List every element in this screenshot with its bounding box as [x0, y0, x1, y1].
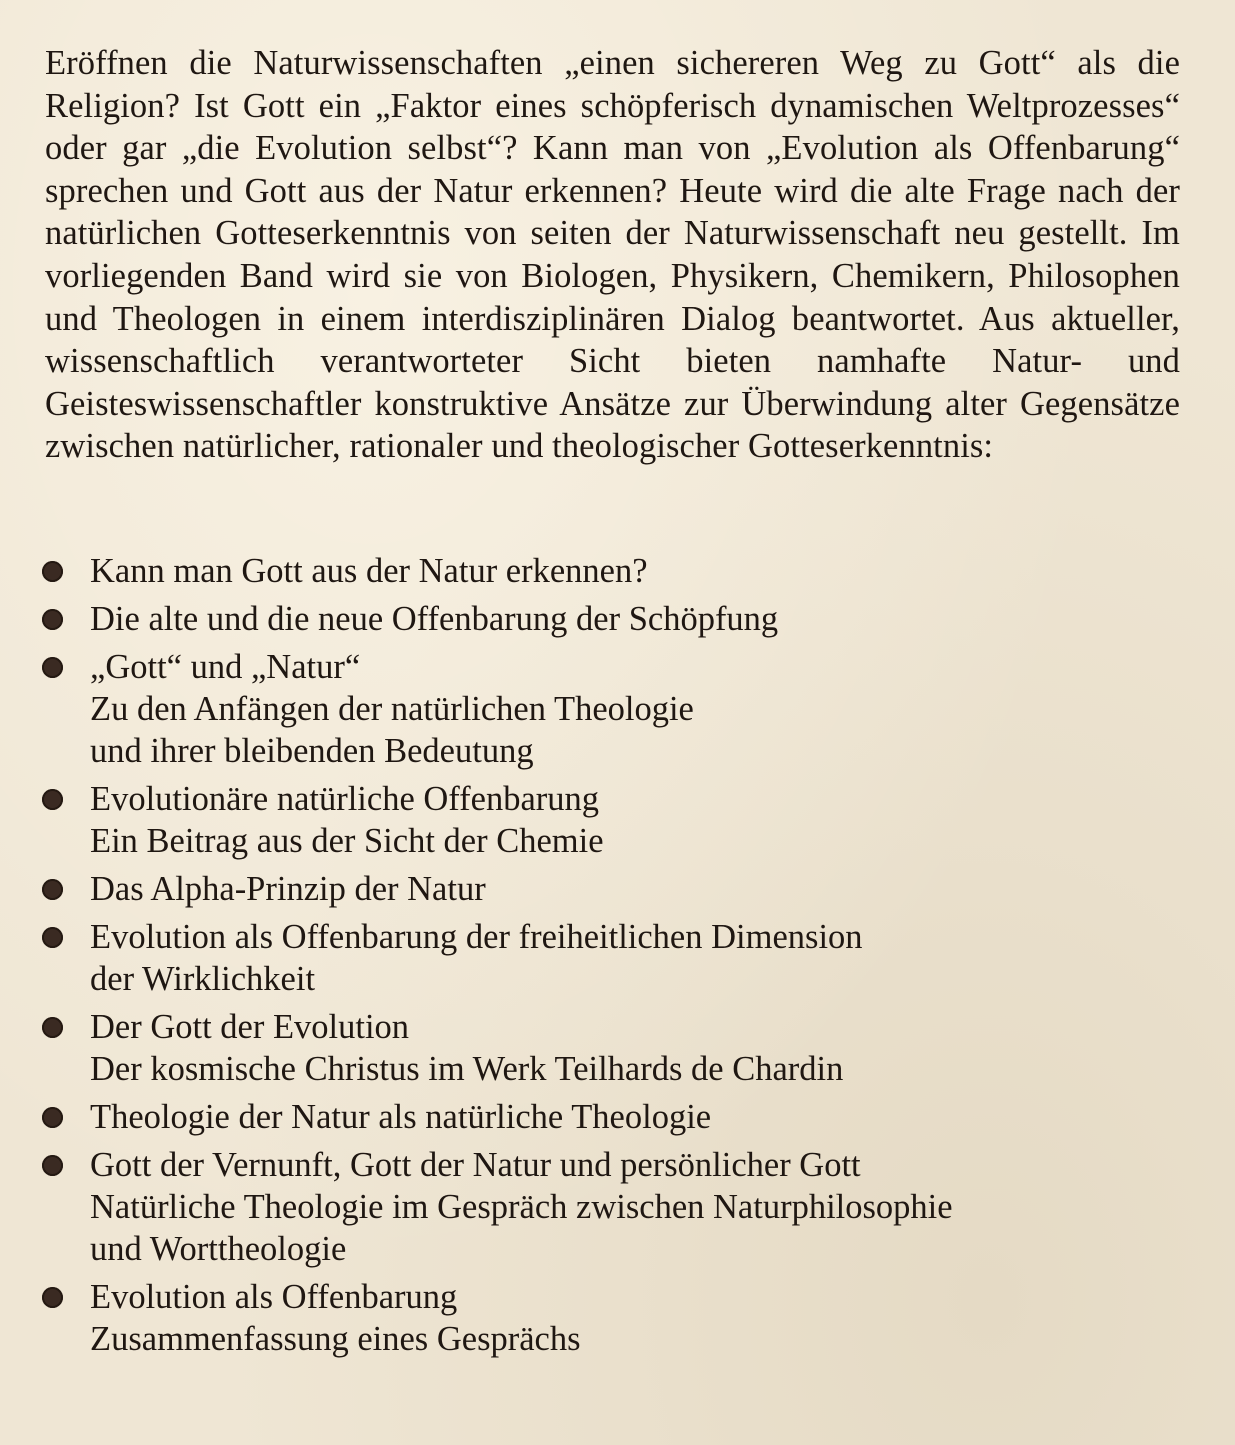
list-item: [40, 646, 1140, 772]
list-item: [40, 550, 1140, 592]
bullet-icon: [42, 1155, 63, 1176]
list-item: [40, 778, 1140, 862]
item-title: Theologie der Natur als natürliche Theologie: [90, 1098, 712, 1136]
item-subtitle: Natürliche Theologie im Gespräch zwischen Naturphilosophie: [90, 1188, 953, 1226]
intro-paragraph: Eröffnen die Naturwissenschaften „einen sichereren Weg zu Gott“ als die Religion? Ist Gott ein „Faktor eines schöpferisch dynamischen Weltprozesses“ oder gar „die Evolution selbst“? Kann man von „Evolution als Offenbarung“ sprechen und Gott aus der Natur erkennen? Heute wird die alte Frage nach der natürlichen Gotteserkenntnis von seiten der Naturwissenschaft neu gestellt. Im vorliegenden Band wird sie von Biologen, Physikern, Chemikern, Philosophen und Theologen in einem interdisziplinären Dialog beantwortet. Aus aktueller, wissenschaftlich verantworteter Sicht bieten namhafte Natur- und Geisteswissenschaftler konstruktive Ansätze zur Überwindung alter Gegensätze zwischen natürlicher, rationaler und theologischer Gotteserkenntnis:: [45, 44, 1180, 466]
bullet-icon: [42, 657, 63, 678]
item-title: „Gott“ und „Natur“: [90, 648, 361, 686]
item-title: Evolutionäre natürliche Offenbarung: [90, 780, 600, 818]
item-title: Der Gott der Evolution: [90, 1008, 410, 1046]
list-item: [40, 598, 1140, 640]
item-subtitle-continued: und ihrer bleibenden Bedeutung: [90, 732, 534, 770]
item-title: Evolution als Offenbarung: [90, 1278, 458, 1316]
item-subtitle: Zusammenfassung eines Gesprächs: [90, 1320, 581, 1358]
list-item: [40, 868, 1140, 910]
item-subtitle-continued: und Worttheologie: [90, 1230, 347, 1268]
item-title: Das Alpha-Prinzip der Natur: [90, 870, 486, 908]
bullet-icon: [42, 1017, 63, 1038]
item-title: Kann man Gott aus der Natur erkennen?: [90, 552, 648, 590]
item-subtitle: Zu den Anfängen der natürlichen Theologie: [90, 690, 694, 728]
item-title: Die alte und die neue Offenbarung der Schöpfung: [90, 600, 779, 638]
bullet-icon: [42, 1107, 63, 1128]
list-item: [40, 1144, 1140, 1270]
item-subtitle: Ein Beitrag aus der Sicht der Chemie: [90, 822, 604, 860]
list-item: [40, 1276, 1140, 1360]
item-subtitle: der Wirklichkeit: [90, 960, 316, 998]
bullet-icon: [42, 879, 63, 900]
item-subtitle: Der kosmische Christus im Werk Teilhards de Chardin: [90, 1050, 844, 1088]
item-title: Evolution als Offenbarung der freiheitlichen Dimension: [90, 918, 863, 956]
bullet-icon: [42, 789, 63, 810]
bullet-icon: [42, 609, 63, 630]
bullet-icon: [42, 927, 63, 948]
bullet-icon: [42, 1287, 63, 1308]
list-item: [40, 1096, 1140, 1138]
list-item: [40, 1006, 1140, 1090]
contents-list: [40, 550, 1140, 1366]
item-title: Gott der Vernunft, Gott der Natur und persönlicher Gott: [90, 1146, 861, 1184]
list-item: [40, 916, 1140, 1000]
bullet-icon: [42, 561, 63, 582]
